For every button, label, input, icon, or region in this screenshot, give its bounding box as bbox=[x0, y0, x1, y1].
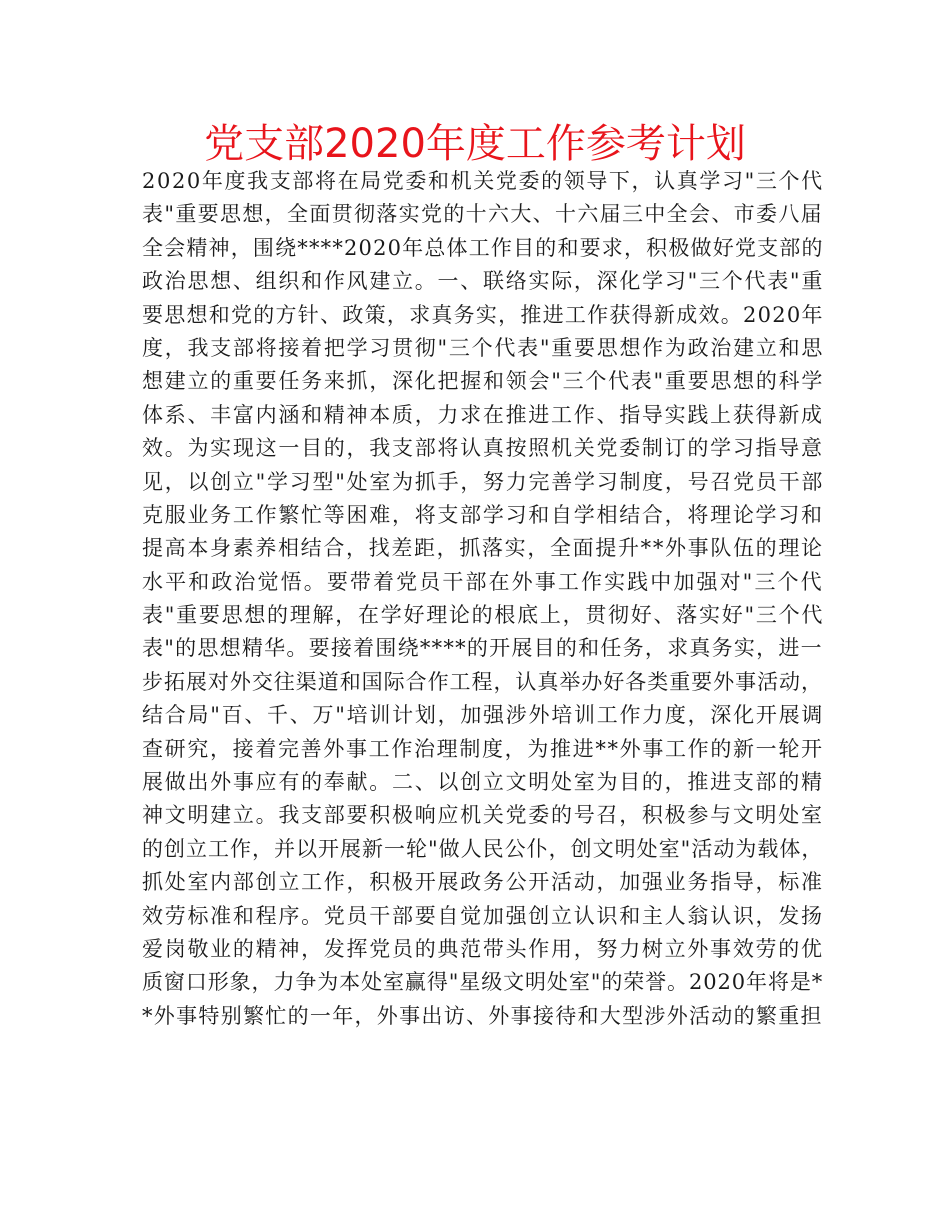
body-line: *外事特别繁忙的一年，外事出访、外事接待和大型涉外活动的繁重担 bbox=[142, 1003, 823, 1028]
document-title: 党支部2020年度工作参考计划 bbox=[204, 121, 746, 167]
body-line: 政治思想、组织和作风建立。一、联络实际，深化学习"三个代表"重 bbox=[142, 269, 825, 294]
body-line: 效劳标准和程序。党员干部要自觉加强创立认识和主人翁认识，发扬 bbox=[142, 903, 824, 928]
body-line: 想建立的重要任务来抓，深化把握和领会"三个代表"重要思想的科学 bbox=[142, 369, 825, 394]
body-line: 质窗口形象，力争为本处室赢得"星级文明处室"的荣誉。2020年将是* bbox=[142, 970, 824, 995]
body-line: 度，我支部将接着把学习贯彻"三个代表"重要思想作为政治建立和思 bbox=[142, 335, 825, 360]
body-line: 全会精神，围绕****2020年总体工作目的和要求，积极做好党支部的 bbox=[142, 235, 824, 260]
body-line: 体系、丰富内涵和精神本质，力求在推进工作、指导实践上获得新成 bbox=[142, 402, 824, 427]
body-line: 结合局"百、千、万"培训计划，加强涉外培训工作力度，深化开展调 bbox=[142, 703, 825, 728]
body-line: 爱岗敬业的精神，发挥党员的典范带头作用，努力树立外事效劳的优 bbox=[142, 936, 824, 961]
body-line: 神文明建立。我支部要积极响应机关党委的号召，积极参与文明处室 bbox=[142, 803, 824, 828]
body-line: 查研究，接着完善外事工作治理制度，为推进**外事工作的新一轮开 bbox=[142, 736, 824, 761]
body-line: 表"重要思想的理解，在学好理论的根底上，贯彻好、落实好"三个代 bbox=[142, 603, 825, 628]
body-line: 克服业务工作繁忙等困难，将支部学习和自学相结合，将理论学习和 bbox=[142, 502, 824, 527]
body-line: 水平和政治觉悟。要带着党员干部在外事工作实践中加强对"三个代 bbox=[142, 569, 824, 594]
body-line: 见，以创立"学习型"处室为抓手，努力完善学习制度，号召党员干部 bbox=[142, 469, 825, 494]
body-line: 展做出外事应有的奉献。二、以创立文明处室为目的，推进支部的精 bbox=[142, 770, 824, 795]
body-line: 要思想和党的方针、政策，求真务实，推进工作获得新成效。2020年 bbox=[142, 302, 824, 327]
body-line: 2020年度我支部将在局党委和机关党委的领导下，认真学习"三个代 bbox=[142, 169, 824, 193]
body-line: 表"重要思想，全面贯彻落实党的十六大、十六届三中全会、市委八届 bbox=[142, 202, 823, 227]
document-body bbox=[142, 165, 825, 1033]
body-line: 效。为实现这一目的，我支部将认真按照机关党委制订的学习指导意 bbox=[142, 436, 824, 461]
body-line: 表"的思想精华。要接着围绕****的开展目的和任务，求真务实，进一 bbox=[142, 636, 823, 661]
body-line: 的创立工作，并以开展新一轮"做人民公仆，创文明处室"活动为载体， bbox=[142, 836, 824, 861]
body-line: 步拓展对外交往渠道和国际合作工程，认真举办好各类重要外事活动， bbox=[142, 669, 823, 694]
body-line: 提高本身素养相结合，找差距，抓落实，全面提升**外事队伍的理论 bbox=[142, 536, 824, 561]
body-line: 抓处室内部创立工作，积极开展政务公开活动，加强业务指导，标准 bbox=[142, 870, 824, 895]
